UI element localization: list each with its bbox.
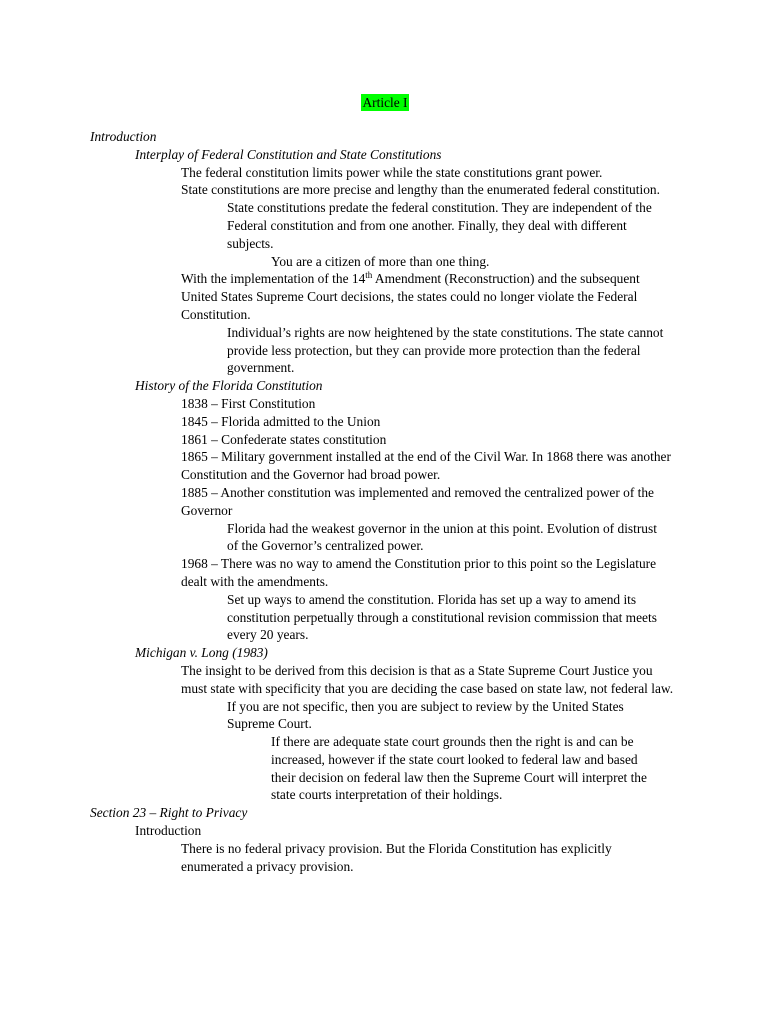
michigan-point-2: If you are not specific, then you are subject to review by the United States Supreme Court. — [227, 698, 624, 732]
article-title: Article I — [362, 95, 408, 110]
interplay-point-3: State constitutions predate the federal constitution. They are independent of the Federal constitution and from one another. Finally, they deal with different subjects. — [227, 200, 652, 251]
fourteenth-amendment-point — [90, 270, 675, 323]
history-1968: 1968 – There was no way to amend the Constitution prior to this point so the Legislature dealt with the amendments. — [181, 556, 657, 589]
history-1838: 1838 – First Constitution — [181, 395, 316, 411]
michigan-point-3: If there are adequate state court grounds then the right is and can be increased, however if the state court looked to federal law and based their decision on federal law then the Supreme Court will interpret the state courts interpretation of their holdings. — [271, 734, 647, 803]
amendment-superscript: th — [365, 270, 373, 281]
interplay-point-2: State constitutions are more precise and lengthy than the enumerated federal constitution. — [181, 182, 660, 198]
section-23-point-1: There is no federal privacy provision. But the Florida Constitution has explicitly enumerated a privacy provision. — [181, 840, 612, 874]
introduction-heading: Introduction — [90, 129, 157, 144]
section-23-introduction: Introduction — [135, 823, 202, 839]
interplay-point-1: The federal constitution limits power while the state constitutions grant power. — [181, 164, 603, 180]
section-23-heading: Section 23 – Right to Privacy — [90, 805, 248, 821]
individual-rights-point: Individual’s rights are now heightened by the state constitutions. The state cannot provide less protection, but they can provide more protection than the federal government. — [227, 324, 664, 376]
history-1845: 1845 – Florida admitted to the Union — [181, 413, 381, 429]
history-1861: 1861 – Confederate states constitution — [181, 431, 387, 447]
history-1885-detail: Florida had the weakest governor in the union at this point. Evolution of distrust of the Governor’s centralized power. — [227, 520, 657, 554]
interplay-point-4: You are a citizen of more than one thing. — [271, 253, 490, 269]
outline — [90, 128, 690, 875]
history-1885: 1885 – Another constitution was implemented and removed the centralized power of the Governor — [181, 484, 655, 518]
history-1968-detail: Set up ways to amend the constitution. Florida has set up a way to amend its constitution perpetually through a constitutional revision commission that meets every 20 years. — [227, 591, 657, 643]
michigan-heading: Michigan v. Long (1983) — [135, 645, 268, 661]
title-wrapper — [0, 94, 768, 111]
history-1865: 1865 – Military government installed at the end of the Civil War. In 1868 there was another Constitution and the Governor had broad power. — [181, 449, 671, 483]
interplay-heading: Interplay of Federal Constitution and State Constitutions — [135, 146, 442, 162]
amendment-text-pre: With the implementation of the 14 — [181, 271, 366, 287]
amendment-text-post: Amendment (Reconstruction) and the subsequent United States Supreme Court decisions, the states could no longer violate the Federal Constitution. — [181, 271, 640, 322]
history-heading: History of the Florida Constitution — [135, 378, 323, 394]
michigan-point-1: The insight to be derived from this decision is that as a State Supreme Court Justice you must state with specificity that you are deciding the case based on state law, not federal law. — [181, 662, 674, 696]
